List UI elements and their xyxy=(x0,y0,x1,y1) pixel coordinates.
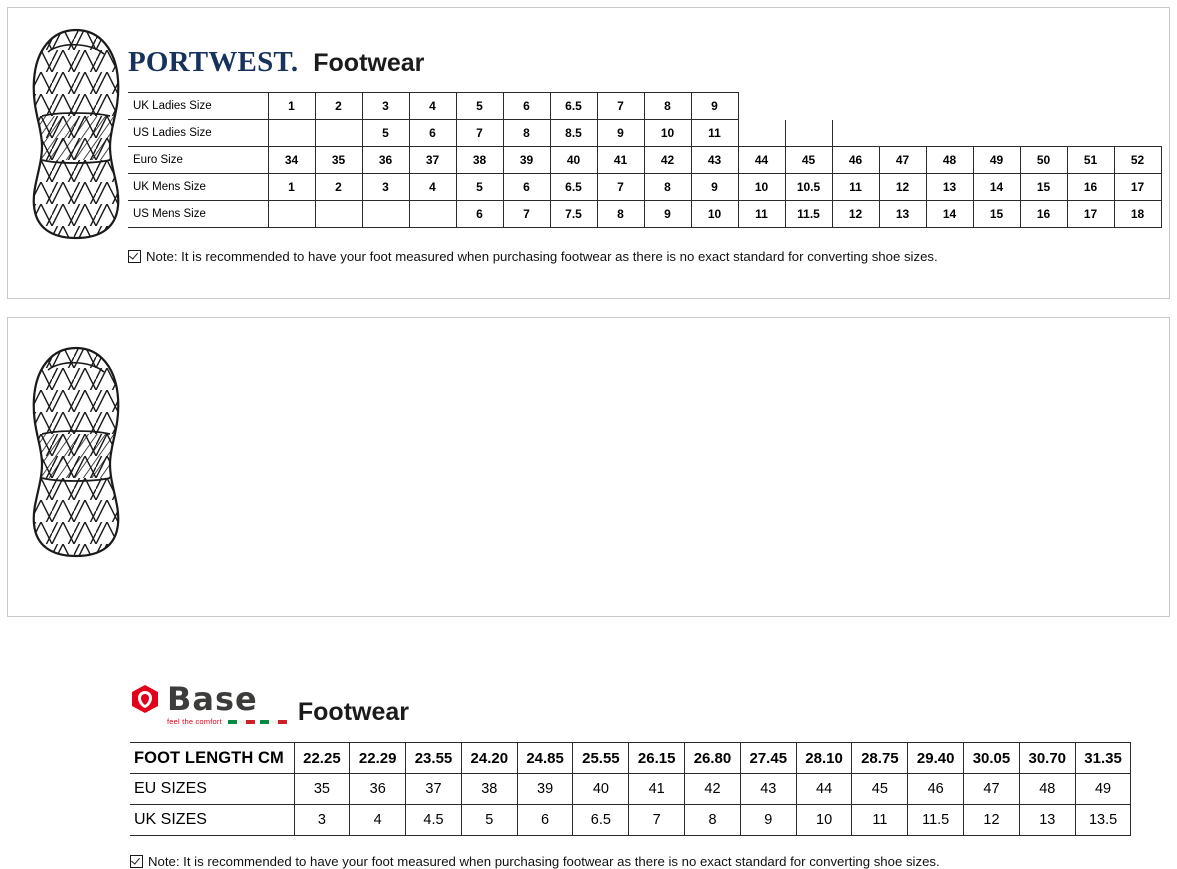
base-size-chart-panel xyxy=(7,317,1170,869)
cell: 45 xyxy=(852,774,908,805)
cell: 15 xyxy=(973,201,1020,228)
base-size-table xyxy=(130,742,1131,836)
cell-empty xyxy=(832,120,879,147)
note-text: Note: It is recommended to have your foot measured when purchasing footwear as there is no exact standard for converting shoe sizes. xyxy=(148,854,940,869)
cell: 5 xyxy=(461,805,517,836)
cell: 30.05 xyxy=(964,743,1020,774)
italy-flag-icon-2 xyxy=(260,720,287,724)
cell: 1 xyxy=(268,93,315,120)
cell: 47 xyxy=(879,147,926,174)
row-label: UK Ladies Size xyxy=(128,93,268,120)
cell-empty xyxy=(879,120,926,147)
cell: 49 xyxy=(1075,774,1131,805)
portwest-category-label: Footwear xyxy=(313,49,425,77)
base-hexagon-icon xyxy=(130,684,160,714)
cell: 7 xyxy=(629,805,685,836)
cell: 24.20 xyxy=(461,743,517,774)
cell: 42 xyxy=(685,774,741,805)
cell: 41 xyxy=(597,147,644,174)
table-row xyxy=(128,120,1161,147)
cell: 37 xyxy=(409,147,456,174)
cell: 9 xyxy=(691,174,738,201)
shoe-sole-illustration xyxy=(30,28,122,240)
row-label: US Mens Size xyxy=(128,201,268,228)
base-category-label: Footwear xyxy=(297,697,410,726)
cell: 6.5 xyxy=(550,174,597,201)
cell: 6.5 xyxy=(550,93,597,120)
cell xyxy=(315,120,362,147)
cell: 31.35 xyxy=(1075,743,1131,774)
cell: 47 xyxy=(964,774,1020,805)
cell: 4 xyxy=(409,93,456,120)
cell-empty xyxy=(785,93,832,120)
cell: 6 xyxy=(517,805,573,836)
cell: 9 xyxy=(644,201,691,228)
cell-empty xyxy=(1067,93,1114,120)
cell-empty xyxy=(973,93,1020,120)
cell: 42 xyxy=(644,147,691,174)
cell: 8 xyxy=(644,174,691,201)
cell: 35 xyxy=(315,147,362,174)
cell: 8 xyxy=(644,93,691,120)
cell: 11.5 xyxy=(908,805,964,836)
row-label: Euro Size xyxy=(128,147,268,174)
cell xyxy=(409,201,456,228)
table-row xyxy=(128,93,1161,120)
cell: 51 xyxy=(1067,147,1114,174)
cell: 3 xyxy=(362,174,409,201)
cell: 9 xyxy=(597,120,644,147)
cell: 8.5 xyxy=(550,120,597,147)
cell: 40 xyxy=(550,147,597,174)
cell: 7 xyxy=(597,174,644,201)
base-note xyxy=(130,854,940,869)
cell-empty xyxy=(1114,93,1161,120)
cell-empty xyxy=(832,93,879,120)
cell xyxy=(268,201,315,228)
table-row xyxy=(130,805,1131,836)
cell: 8 xyxy=(685,805,741,836)
row-label: US Ladies Size xyxy=(128,120,268,147)
portwest-logo xyxy=(128,48,302,77)
cell: 3 xyxy=(294,805,350,836)
cell: 25.55 xyxy=(573,743,629,774)
cell: 27.45 xyxy=(740,743,796,774)
cell: 23.55 xyxy=(406,743,462,774)
cell: 16 xyxy=(1020,201,1067,228)
cell: 5 xyxy=(362,120,409,147)
portwest-note xyxy=(128,249,938,264)
cell: 44 xyxy=(796,774,852,805)
cell: 46 xyxy=(908,774,964,805)
cell-empty xyxy=(973,120,1020,147)
cell: 14 xyxy=(926,201,973,228)
cell: 26.15 xyxy=(629,743,685,774)
cell: 2 xyxy=(315,174,362,201)
base-brand-header xyxy=(130,680,410,726)
cell: 18 xyxy=(1114,201,1161,228)
cell-empty xyxy=(785,120,832,147)
cell: 11 xyxy=(832,174,879,201)
cell: 12 xyxy=(879,174,926,201)
base-logo-main xyxy=(130,680,287,718)
cell: 9 xyxy=(691,93,738,120)
cell: 13 xyxy=(1019,805,1075,836)
cell: 15 xyxy=(1020,174,1067,201)
cell: 24.85 xyxy=(517,743,573,774)
cell: 5 xyxy=(456,174,503,201)
portwest-table-body xyxy=(128,93,1161,228)
cell: 7 xyxy=(456,120,503,147)
cell-empty xyxy=(1020,93,1067,120)
cell: 52 xyxy=(1114,147,1161,174)
cell: 10 xyxy=(738,174,785,201)
cell: 10 xyxy=(796,805,852,836)
cell: 22.25 xyxy=(294,743,350,774)
cell: 10 xyxy=(644,120,691,147)
italy-flag-icon xyxy=(228,720,255,724)
cell: 13 xyxy=(879,201,926,228)
cell: 22.29 xyxy=(350,743,406,774)
portwest-size-table xyxy=(128,92,1162,228)
cell-empty xyxy=(879,93,926,120)
cell: 8 xyxy=(597,201,644,228)
cell-empty xyxy=(926,93,973,120)
cell: 2 xyxy=(315,93,362,120)
cell: 5 xyxy=(456,93,503,120)
cell: 13.5 xyxy=(1075,805,1131,836)
cell: 48 xyxy=(926,147,973,174)
cell: 44 xyxy=(738,147,785,174)
cell: 11 xyxy=(738,201,785,228)
base-logo-text: Base xyxy=(167,680,258,718)
cell: 13 xyxy=(926,174,973,201)
cell: 14 xyxy=(973,174,1020,201)
row-label: FOOT LENGTH CM xyxy=(130,743,294,774)
cell xyxy=(315,201,362,228)
cell-empty xyxy=(1020,120,1067,147)
cell: 48 xyxy=(1019,774,1075,805)
cell: 4 xyxy=(350,805,406,836)
cell: 4.5 xyxy=(406,805,462,836)
cell xyxy=(268,120,315,147)
note-text: Note: It is recommended to have your foot measured when purchasing footwear as there is no exact standard for converting shoe sizes. xyxy=(146,249,938,264)
cell: 7.5 xyxy=(550,201,597,228)
cell: 38 xyxy=(461,774,517,805)
cell xyxy=(362,201,409,228)
cell: 7 xyxy=(597,93,644,120)
cell: 41 xyxy=(629,774,685,805)
cell: 30.70 xyxy=(1019,743,1075,774)
cell: 12 xyxy=(964,805,1020,836)
cell-empty xyxy=(738,120,785,147)
cell: 1 xyxy=(268,174,315,201)
cell: 43 xyxy=(691,147,738,174)
table-row xyxy=(130,774,1131,805)
cell: 38 xyxy=(456,147,503,174)
cell: 4 xyxy=(409,174,456,201)
cell: 11.5 xyxy=(785,201,832,228)
cell: 16 xyxy=(1067,174,1114,201)
cell: 6 xyxy=(456,201,503,228)
cell: 6.5 xyxy=(573,805,629,836)
cell-empty xyxy=(738,93,785,120)
checkbox-icon xyxy=(128,250,141,263)
cell: 35 xyxy=(294,774,350,805)
cell: 3 xyxy=(362,93,409,120)
cell: 45 xyxy=(785,147,832,174)
checkbox-icon xyxy=(130,855,143,868)
portwest-logo-text: PORTWEST xyxy=(128,46,291,78)
cell: 36 xyxy=(350,774,406,805)
cell: 43 xyxy=(740,774,796,805)
cell: 7 xyxy=(503,201,550,228)
table-row xyxy=(128,174,1161,201)
cell: 12 xyxy=(832,201,879,228)
cell: 36 xyxy=(362,147,409,174)
cell: 34 xyxy=(268,147,315,174)
cell-empty xyxy=(1067,120,1114,147)
cell: 28.10 xyxy=(796,743,852,774)
cell: 11 xyxy=(852,805,908,836)
cell: 26.80 xyxy=(685,743,741,774)
cell: 17 xyxy=(1067,201,1114,228)
row-label: UK SIZES xyxy=(130,805,294,836)
row-label: UK Mens Size xyxy=(128,174,268,201)
row-label: EU SIZES xyxy=(130,774,294,805)
cell: 37 xyxy=(406,774,462,805)
table-row xyxy=(128,147,1161,174)
cell: 11 xyxy=(691,120,738,147)
portwest-logo-dot: . xyxy=(290,46,299,78)
cell-empty xyxy=(1114,120,1161,147)
cell: 39 xyxy=(517,774,573,805)
cell: 39 xyxy=(503,147,550,174)
cell: 9 xyxy=(740,805,796,836)
portwest-size-chart-panel xyxy=(7,7,1170,299)
portwest-brand-header xyxy=(128,48,424,77)
cell: 28.75 xyxy=(852,743,908,774)
base-table-body xyxy=(130,743,1131,836)
cell: 46 xyxy=(832,147,879,174)
table-row xyxy=(128,201,1161,228)
cell: 40 xyxy=(573,774,629,805)
cell: 50 xyxy=(1020,147,1067,174)
cell: 17 xyxy=(1114,174,1161,201)
cell: 6 xyxy=(409,120,456,147)
shoe-sole-illustration xyxy=(30,346,122,558)
base-logo xyxy=(130,680,287,726)
base-tagline-row xyxy=(167,718,287,726)
base-tagline: feel the comfort xyxy=(167,717,222,726)
cell: 10.5 xyxy=(785,174,832,201)
cell: 49 xyxy=(973,147,1020,174)
table-row xyxy=(130,743,1131,774)
cell: 10 xyxy=(691,201,738,228)
cell-empty xyxy=(926,120,973,147)
cell: 8 xyxy=(503,120,550,147)
cell: 6 xyxy=(503,93,550,120)
cell: 29.40 xyxy=(908,743,964,774)
cell: 6 xyxy=(503,174,550,201)
